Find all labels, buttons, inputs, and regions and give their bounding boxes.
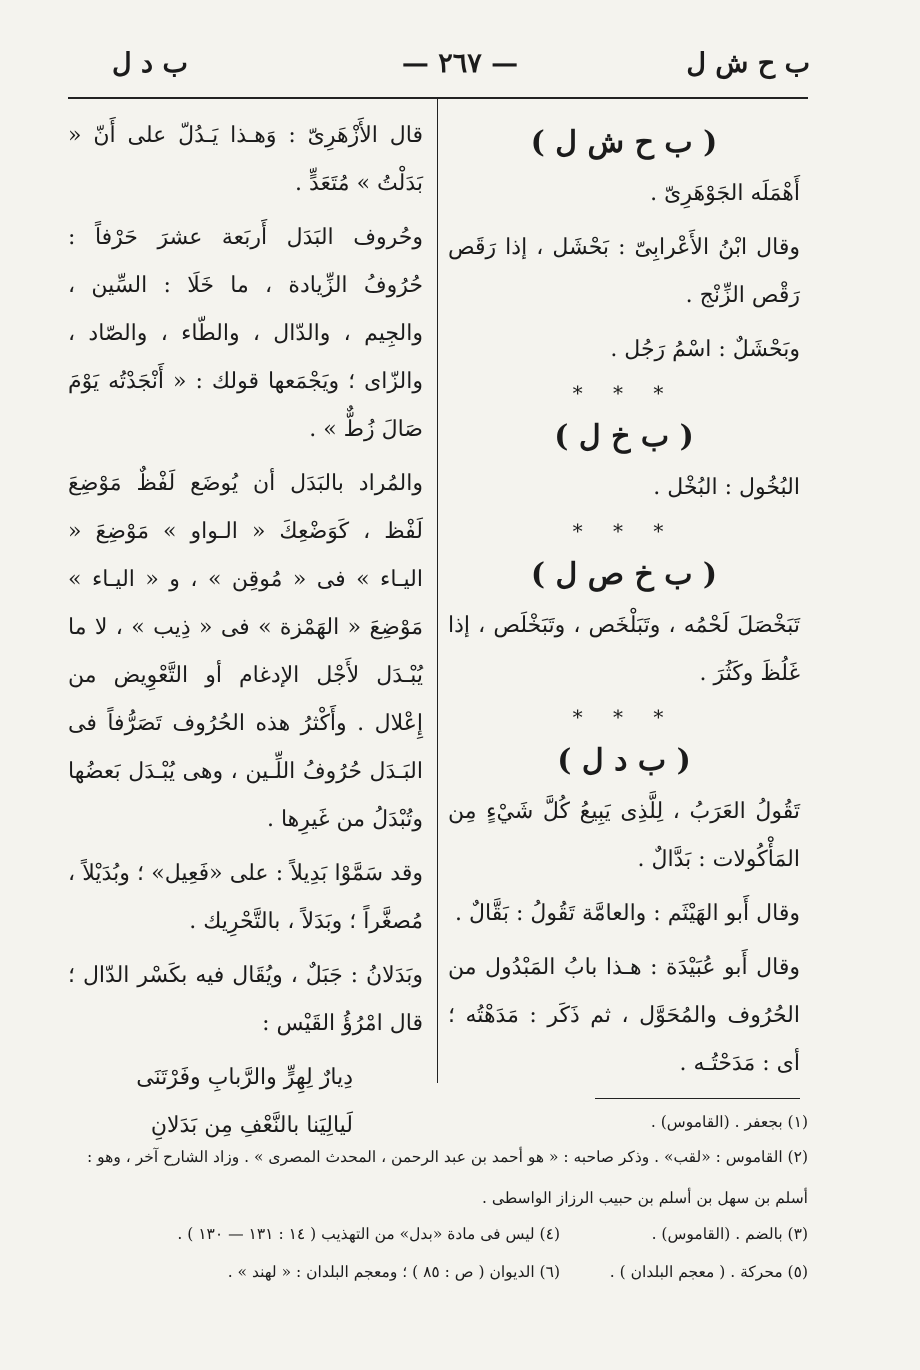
section-separator: * * * [572,381,676,405]
footnote: (٤) ليس فى مادة «بدل» من التهذيب ( ١٤ : ١٣١ — ١٣٠ ) . [177,1225,560,1243]
paragraph: تَقُولُ العَرَبُ ، لِلَّذِى يَبِيعُ كُلَّ شَيْءٍ مِن المَأْكُولات : بَدَّالٌ . [448,799,800,872]
footnote-continuation: أسلم بن سهل بن أسلم بن حبيب الرزاز الواسطى . [482,1189,808,1207]
entry-heading-bkhsl: ( ب خ ص ل ) [530,557,718,592]
footnote-rule [595,1098,800,1099]
paragraph: والمُراد بالبَدَل أن يُوضَع لَفْظٌ مَوْضِعَ لَفْظ ، كَوَضْعِكَ « الـواو » مَوْضِعَ « اليـاء » فى « مُوقِن » ، و « اليـاء » مَوْضِعَ « الهَمْزة » فى « ذِيب » ، لا ما يُبْـدَل لأَجْل الإدغام أو التَّعْوِيض من إِعْلال . وأَكْثرُ هذه الحُرُوف تَصَرُّفاً فى البَـدَل حُرُوفُ اللِّـين ، وهى يُبْـدَل بَعضُها وتُبْدَلُ من غَيرِها . [68,471,423,832]
footnote: (٥) محركة . ( معجم البلدان ) . [609,1263,808,1281]
page-number: — ٢٦٧ — [401,48,519,79]
footnote: (٣) بالضم . (القاموس) . [651,1225,808,1243]
section-separator: * * * [572,705,676,729]
paragraph: وقال أَبو الهَيْثَم : والعامَّة تَقُولُ : بَقَّالٌ . [455,901,800,926]
paragraph: البُخُول : البُخْل . [653,475,800,500]
running-header-left: ب د ل [112,48,188,79]
right-column [448,112,800,1094]
verse-line: لَيالِيَنا بالنَّعْفِ مِن بَدَلانِ [150,1113,353,1138]
footnote: (٦) الديوان ( ص : ٨٥ ) ؛ ومعجم البلدان : « لهند » . [227,1263,560,1281]
column-divider [437,98,438,1083]
footnote: (١) بجعفر . (القاموس) . [650,1113,808,1131]
entry-heading-bkhl: ( ب خ ل ) [554,419,694,454]
footnote: (٢) القاموس : «لقب» . وذكر صاحبه : « هو أحمد بن عبد الرحمن ، المحدث المصرى » . وزاد الشارح آخر ، وهو : [87,1148,808,1166]
paragraph: وقال أَبو عُبَيْدَة : هـذا بابُ المَبْدُول من الحُرُوف والمُحَوَّل ، ثم ذَكَر : مَدَهْتُه ؛ أى : مَدَحْتُـه . [448,955,800,1076]
left-column [68,112,423,1150]
paragraph: وبَدَلانُ : جَبَلٌ ، ويُقَال فيه بكَسْر الدّال ؛ قال امْرُؤُ القَيْس : [68,963,423,1036]
entry-heading-bdl: ( ب د ل ) [557,743,691,778]
section-separator: * * * [572,519,676,543]
paragraph: وقال ابْنُ الأَعْرابِىّ : بَحْشَل ، إذا رَقَص رَقْص الزِّنْج . [448,235,800,308]
entry-heading-bhshl: ( ب ح ش ل ) [530,125,718,160]
paragraph: وقد سَمَّوْا بَدِيلاً : على «فَعِيل» ؛ وبُدَيْلاً ، مُصغَّراً ؛ وبَدَلاً ، بالتَّحْرِيك . [68,861,423,934]
paragraph: وبَحْشَلٌ : اسْمُ رَجُل . [610,337,800,362]
verse-line: دِيارٌ لِهِرٍّ والرَّبابِ وفَرْتَنَى [136,1065,353,1090]
paragraph: وحُروف البَدَل أَربَعة عشرَ حَرْفاً : حُرُوفُ الزِّيادة ، ما خَلَا : السِّين ، والجِيم ، والدّال ، والطّاء ، والصّاد ، والزّاى ؛ ويَجْمَعها قولك : « أَنْجَدْتُه يَوْمَ صَالَ زُطٌّ » . [68,225,423,442]
header-rule [68,97,808,99]
running-header-right: ب ح ش ل [686,48,810,79]
paragraph: تَبَخْصَلَ لَحْمُه ، وتَبَلْخَص ، وتَبَخْلَص ، إذا غَلُظَ وكَثُرَ . [448,613,800,686]
paragraph: أَهْمَلَه الجَوْهَرِىّ . [650,181,800,206]
paragraph: قال الأَزْهَرِىّ : وَهـذا يَـدُلّ على أَنّ « بَدَلْتُ » مُتَعَدٍّ . [68,123,423,196]
